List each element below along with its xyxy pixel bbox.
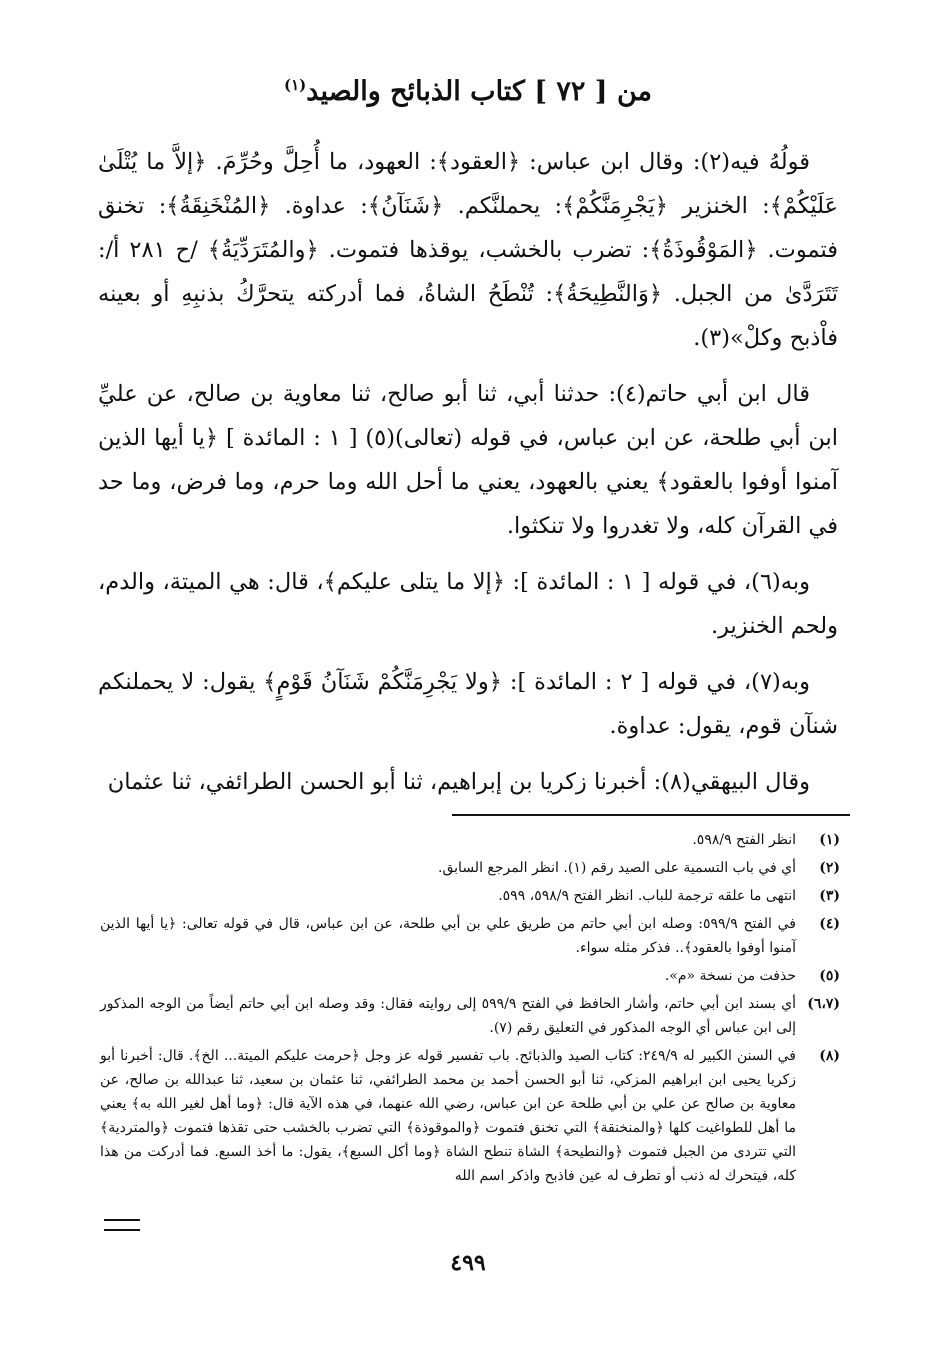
chapter-heading-note: (١) <box>284 76 307 94</box>
footnote-6-7 <box>100 992 840 1040</box>
paragraph-1: قولُهُ فيه(٢): وقال ابن عباس: ﴿العقود﴾: العهود، ما أُحِلَّ وحُرِّمَ. ﴿إلاَّ ما يُتْلَىٰ عَلَيْكُمْ﴾: الخنزير ﴿يَجْرِمَنَّكُمْ﴾: يحملنَّكم. ﴿شَنَآنُ﴾: عداوة. ﴿المُنْخَنِقَةُ﴾: تخنق فتموت. ﴿المَوْقُوذَةُ﴾: تضرب بالخشب، يوقذها فتموت. ﴿والمُتَرَدِّيَةُ﴾ /ح ٢٨١ أ/: تَتَرَدَّىٰ من الجبل. ﴿وَالنَّطِيحَةُ﴾: تُنْطَحُ الشاةُ، فما أدركته يتحرَّكُ بذنبِهِ أو بعينه فاْذبح وكلْ»(٣). <box>98 149 839 351</box>
footnote-text: في الفتح ٥٩٩/٩: وصله ابن أبي حاتم من طريق علي بن أبي طلحة، عن ابن عباس، قال في قوله تعالى: ﴿يا أيها الذين آمنوا أوفوا بالعقود﴾.. فذكر مثله سواء. <box>100 916 796 956</box>
paragraph-3: وبه(٦)، في قوله [ ١ : المائدة ]: ﴿إلا ما يتلى عليكم﴾، قال: هي الميتة، والدم، ولحم الخنزير. <box>98 569 838 639</box>
footnote-text: أي بسند ابن أبي حاتم، وأشار الحافظ في الفتح ٥٩٩/٩ إلى روايته فقال: وقد وصله ابن أبي حاتم أيضاً من الوجه المذكور إلى ابن عباس أي الوجه المذكور في التعليق رقم (٧). <box>100 996 796 1036</box>
footnote-text: أي في باب التسمية على الصيد رقم (١). انظر المرجع السابق. <box>438 860 796 876</box>
footnote-5 <box>100 964 840 988</box>
footnote-3 <box>100 884 840 908</box>
footnote-number: (٨) <box>819 1048 840 1064</box>
footnote-text: في السنن الكبير له ٢٤٩/٩: كتاب الصيد والذبائح. باب تفسير قوله عز وجل ﴿حرمت عليكم الميتة... الخ﴾. قال: أخبرنا أبو زكريا يحيى ابن ابراهيم المزكي، ثنا أبو الحسن أحمد بن محمد الطرائفي، ثنا عثمان بن سعيد، ثنا عبدالله بن صالح، عن معاوية بن صالح عن علي بن أبي طلحة عن ابن عباس، رضي الله عنهما، في هذه الآية قال: ﴿وما أهل لغير الله به﴾ يعني ما أهل للطواغيت كلها ﴿والمنخنقة﴾ التي تخنق فتموت ﴿والموقوذة﴾ التي تضرب بالخشب حتى تقذها فتموت ﴿والمتردية﴾ التي تتردى من الجبل فتموت ﴿والنطيحة﴾ الشاة تنطح الشاة ﴿وما أكل السبع﴾، يقول: ما أخذ السبع. فما أدركت من هذا كله، فيتحرك له ذنب أو تطرف له عين فاذبح واذكر اسم الله <box>100 1048 796 1184</box>
chapter-heading <box>120 76 816 107</box>
page-number: ٤٩٩ <box>450 1250 486 1276</box>
footnote-number: (٦،٧) <box>807 996 840 1012</box>
continuation-rule <box>104 1229 140 1231</box>
footnote-1 <box>100 828 840 852</box>
paragraph-4: وبه(٧)، في قوله [ ٢ : المائدة ]: ﴿ولا يَجْرِمَنَّكُمْ شَنَآنُ قَوْمٍ﴾ يقول: لا يحملنكم شنآن قوم، يقول: عداوة. <box>98 669 838 739</box>
continuation-rule <box>104 1219 140 1221</box>
footnotes <box>100 828 840 1192</box>
footnote-text: انظر الفتح ٥٩٨/٩. <box>692 832 796 848</box>
paragraph-2: قال ابن أبي حاتم(٤): حدثنا أبي، ثنا أبو صالح، ثنا معاوية بن صالح، عن عليِّ ابن أبي طلحة، عن ابن عباس، في قوله (تعالى)(٥) [ ١ : المائدة ] ﴿يا أيها الذين آمنوا أوفوا بالعقود﴾ يعني بالعهود، يعني ما أحل الله وما حرم، وما فرض، وما حد في القرآن كله، ولا تغدروا ولا تنكثوا. <box>98 381 838 539</box>
footnote-number: (٥) <box>819 968 840 984</box>
footnote-divider <box>452 814 850 816</box>
footnote-number: (٣) <box>819 888 840 904</box>
paragraph-5: وقال البيهقي(٨): أخبرنا زكريا بن إبراهيم، ثنا أبو الحسن الطرائفي، ثنا عثمان <box>107 769 810 795</box>
footnote-number: (٤) <box>819 916 840 932</box>
footnote-number: (٢) <box>819 860 840 876</box>
footnote-number: (١) <box>819 832 840 848</box>
footnote-text: انتهى ما علقه ترجمة للباب. انظر الفتح ٥٩٨/٩، ٥٩٩. <box>498 888 796 904</box>
footnote-text: حذفت من نسخة «م». <box>664 968 796 984</box>
chapter-heading-text: من [ ٧٢ ] كتاب الذبائح والصيد <box>306 76 652 107</box>
main-text <box>98 140 838 816</box>
footnote-8 <box>100 1044 840 1188</box>
footnote-4 <box>100 912 840 960</box>
footnote-2 <box>100 856 840 880</box>
